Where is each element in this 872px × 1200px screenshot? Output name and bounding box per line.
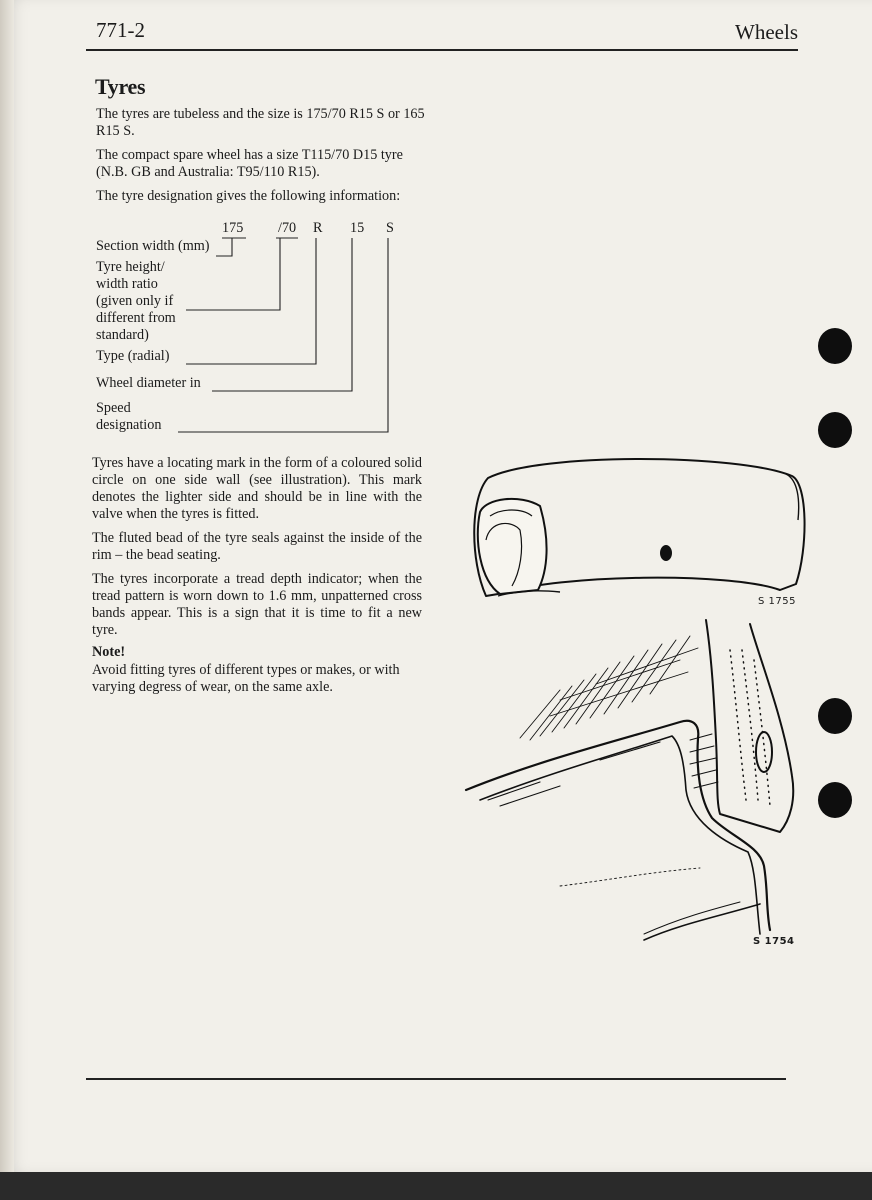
designation-part-speed: S [386,220,394,236]
designation-part-type: R [313,220,323,236]
paragraph-bead: The fluted bead of the tyre seals against the inside of the rim – the bead seating. [92,530,422,563]
designation-part-diameter: 15 [350,220,365,236]
punch-hole-2 [818,412,852,448]
label-speed-2: designation [96,417,162,433]
punch-hole-4 [818,782,852,818]
label-ratio-2: width ratio [96,276,158,292]
label-ratio-1: Tyre height/ [96,259,165,275]
footer-rule [86,1078,786,1080]
paragraph-locating-mark: Tyres have a locating mark in the form of a coloured solid circle on one side wall (see illustration). This mark denotes the lighter side and should be in line with the valve when the tyres is fitted. [92,455,422,522]
label-ratio-3: (given only if [96,293,174,309]
section-title: Wheels [735,20,798,44]
figure-2-code: S 1754 [753,936,795,947]
note-text: Avoid fitting tyres of different types or makes, or with varying degress of wear, on the same axle. [92,662,400,695]
paragraph-spare-wheel: The compact spare wheel has a size T115/70 D15 tyre (N.B. GB and Australia: T95/110 R15). [96,147,403,180]
label-ratio-5: standard) [96,327,149,343]
designation-part-width: 175 [222,220,244,236]
designation-part-ratio: /70 [278,220,297,236]
punch-hole-1 [818,328,852,364]
paragraph-tread-indicator: The tyres incorporate a tread depth indicator; when the tread pattern is worn down to 1.6 mm, unpatterned cross bands appear. This is a sign that it is time to fit a new tyre. [92,571,422,638]
label-diameter: Wheel diameter in [96,375,201,391]
label-section-width: Section width (mm) [96,238,210,254]
paragraph-tyre-size: The tyres are tubeless and the size is 175/70 R15 S or 165 R15 S. [96,106,425,139]
page-title: Tyres [95,74,146,99]
label-speed-1: Speed [96,400,131,416]
figure-1-code: S 1755 [758,596,796,607]
label-ratio-4: different from [96,310,176,326]
label-type: Type (radial) [96,348,170,364]
note-heading: Note! [92,644,126,660]
punch-hole-3 [818,698,852,734]
page-number: 771-2 [96,18,145,42]
paragraph-designation-intro: The tyre designation gives the following information: [96,188,401,204]
